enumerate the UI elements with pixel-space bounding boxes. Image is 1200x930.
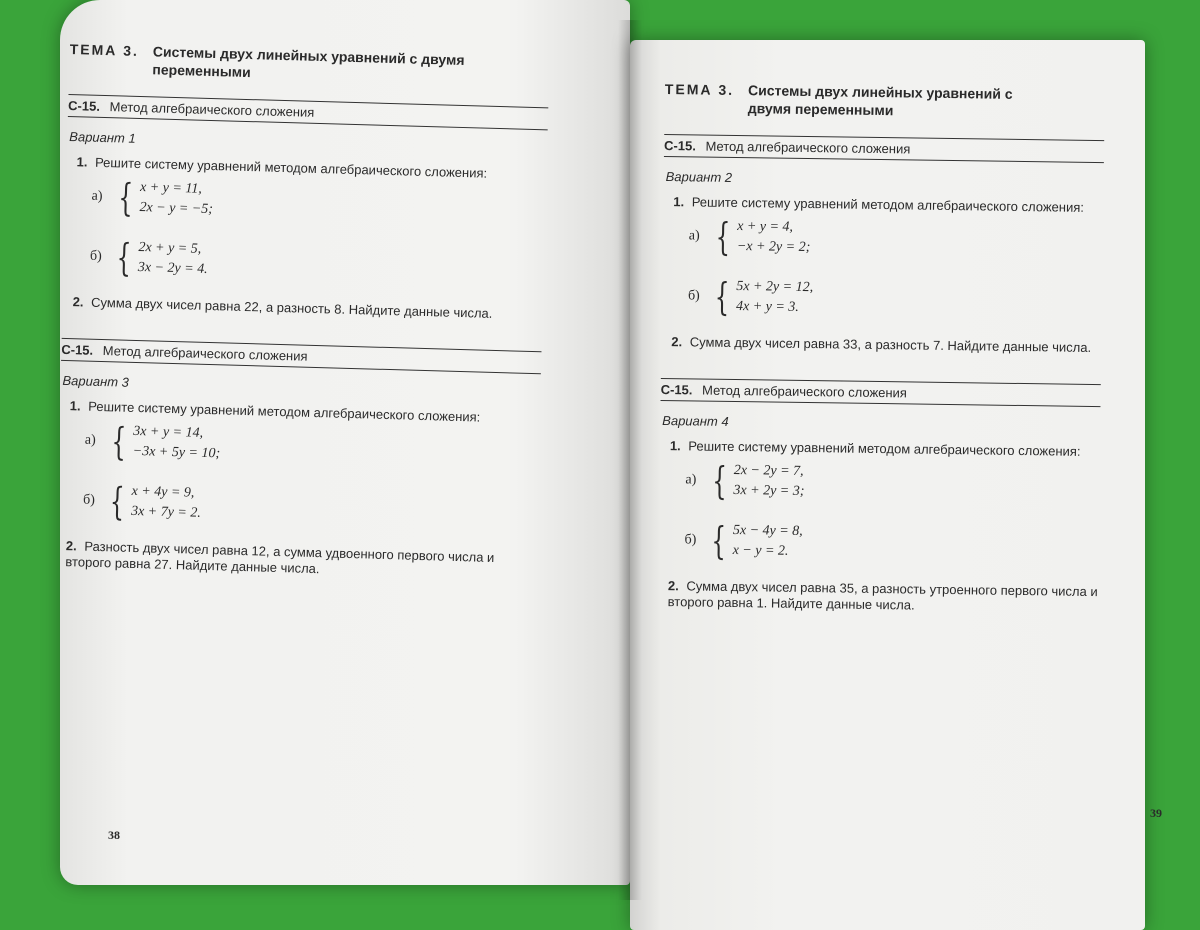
task-number: 2. [671,334,683,350]
equation: 3x − 2y = 4. [137,259,208,277]
task-text: Сумма двух чисел равна 22, а разность 8. Найдите данные числа. [90,294,493,321]
system-label: а) [688,228,700,244]
task-number: 2. [667,578,679,594]
equation: x + y = 4, [737,219,794,235]
equation: 5x + 2y = 12, [736,279,814,296]
task-text: Разность двух чисел равна 12, а сумма удвоенного первого числа и второго равна 27. Найдите данные числа. [65,538,495,577]
brace-icon: { [116,235,132,280]
equation: x + 4y = 9, [131,483,195,501]
brace-icon: { [711,458,728,503]
page-number-right: 39 [1150,806,1162,820]
task-1 [73,154,546,289]
task-1 [67,398,540,533]
equation: 3x + 7y = 2. [130,503,202,521]
brace-icon: { [715,214,731,259]
brace-icon: { [711,518,727,563]
section-variant-4 [658,378,1101,616]
book-spine [618,20,642,900]
equation: 3x + y = 14, [133,423,204,441]
section-variant-2 [661,134,1104,356]
section-code: С-15. [660,381,693,398]
section-code: С-15. [61,341,94,358]
equation: x − y = 2. [732,542,789,559]
system-label: а) [685,472,697,488]
equation: 2x + y = 5, [138,239,202,257]
equation: −3x + 5y = 10; [132,443,221,462]
task-1 [672,194,1104,322]
section-code: С-15. [67,97,101,114]
section-variant-1 [62,94,548,323]
variant-label: Вариант 1 [69,129,136,146]
task-2 [668,578,1098,616]
section-code: С-15. [663,137,696,154]
equation-system-a [689,216,1104,262]
system-label: б) [89,248,102,264]
task-text: Решите систему уравнений методом алгебраического сложения: [688,438,1081,459]
equation-system-b [684,520,1099,566]
equation-system-b [688,276,1103,322]
task-text: Решите систему уравнений методом алгебраического сложения: [94,154,488,181]
page-number-left: 38 [108,828,120,842]
equation: x + y = 11, [139,180,203,197]
topic-title: Системы двух линейных уравнений с двумя переменными [152,43,465,81]
section-title: Метод алгебраического сложения [109,99,315,120]
left-page-content [55,40,550,583]
equation: 2x − y = −5; [139,200,214,218]
system-label: б) [687,288,700,304]
brace-icon: { [111,419,127,464]
task-number: 2. [72,294,84,310]
equation: 5x − 4y = 8, [732,522,803,539]
task-number: 1. [673,194,685,210]
topic-label: ТЕМА 3. [69,40,140,59]
task-text: Сумма двух чисел равна 33, а разность 7. Найдите данные числа. [689,334,1092,355]
topic-heading [664,80,1104,122]
system-label: а) [91,188,103,204]
system-label: б) [82,492,96,508]
task-2 [671,334,1101,356]
brace-icon: { [714,274,730,319]
equation: 3x + 2y = 3; [733,482,805,499]
variant-label: Вариант 4 [662,412,729,429]
task-text: Сумма двух чисел равна 35, а разность утроенного первого числа и второго равна 1. Найдите данные числа. [667,578,1098,613]
task-text: Решите систему уравнений методом алгебраического сложения: [691,194,1085,215]
task-number: 1. [669,438,681,454]
variant-label: Вариант 2 [665,169,733,185]
equation: 2x − 2y = 7, [733,462,804,479]
task-number: 1. [69,398,81,414]
task-number: 2. [65,538,77,554]
equation-system-b [89,237,544,290]
equation-system-b [83,481,538,534]
task-text: Решите систему уравнений методом алгебраического сложения: [88,398,481,425]
right-page-content [658,80,1105,616]
task-2 [72,294,542,323]
topic-label: ТЕМА 3. [664,80,735,98]
equation-system-a [685,460,1100,506]
topic-title: Системы двух линейных уравнений с двумя переменными [747,82,1013,119]
system-label: б) [684,532,697,548]
brace-icon: { [117,175,134,220]
section-title: Метод алгебраического сложения [701,382,908,401]
section-title: Метод алгебраического сложения [705,138,911,157]
variant-label: Вариант 3 [62,372,130,390]
brace-icon: { [109,479,126,524]
task-number: 1. [76,154,88,170]
section-title: Метод алгебраического сложения [102,343,308,364]
equation: 4x + y = 3. [735,299,799,315]
section-variant-3 [55,338,541,583]
system-label: а) [84,432,96,448]
equation: −x + 2y = 2; [736,239,811,256]
task-1 [668,438,1100,566]
